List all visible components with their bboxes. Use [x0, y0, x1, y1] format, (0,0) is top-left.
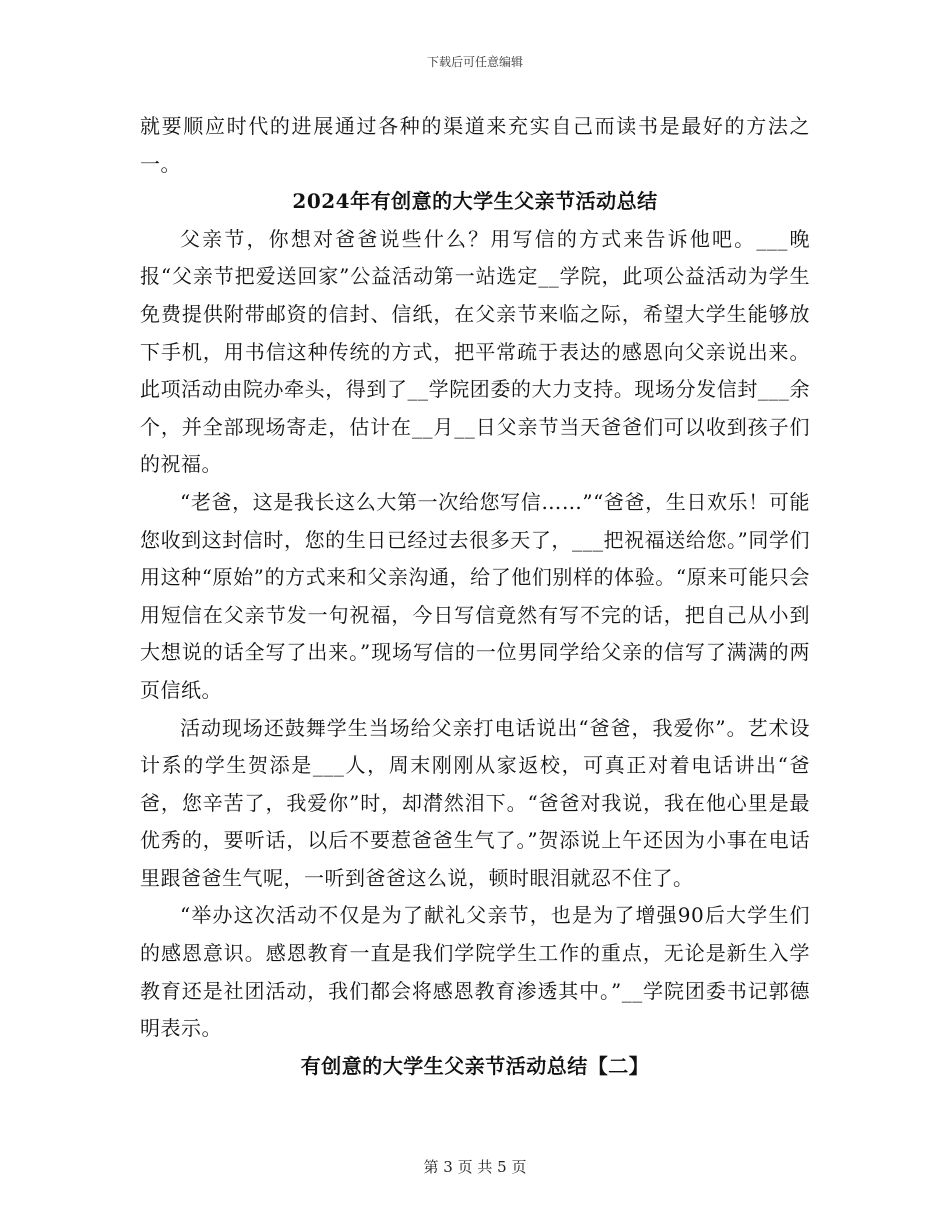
- paragraph-1: 父亲节，你想对爸爸说些什么？用写信的方式来告诉他吧。___晚报“父亲节把爱送回家”公益活动第一站选定__学院，此项公益活动为学生免费提供附带邮资的信封、信纸，在父亲节来临之际，希望大学生能够放下手机，用书信这种传统的方式，把平常疏于表达的感恩向父亲说出来。此项活动由院办牵头，得到了__学院团委的大力支持。现场分发信封___余个，并全部现场寄走，估计在__月__日父亲节当天爸爸们可以收到孩子们的祝福。: [140, 226, 810, 477]
- paragraph-3: 活动现场还鼓舞学生当场给父亲打电话说出“爸爸，我爱你”。艺术设计系的学生贺添是___人，周末刚刚从家返校，可真正对着电话讲出“爸爸，您辛苦了，我爱你”时，却潸然泪下。“爸爸对我说，我在他心里是最优秀的，要听话，以后不要惹爸爸生气了。”贺添说上午还因为小事在电话里跟爸爸生气呢，一听到爸爸这么说，顿时眼泪就忍不住了。: [140, 715, 810, 890]
- document-body: [140, 108, 810, 1085]
- section-title-2: 有创意的大学生父亲节活动总结【二】: [300, 1053, 650, 1078]
- continuation-paragraph: 就要顺应时代的进展通过各种的渠道来充实自己而读书是最好的方法之一。: [140, 114, 810, 176]
- section-title-1: 2024年有创意的大学生父亲节活动总结: [292, 189, 658, 214]
- paragraph-2: “老爸，这是我长这么大第一次给您写信……”“爸爸，生日欢乐！可能您收到这封信时，您的生日已经过去很多天了，___把祝福送给您。”同学们用这种“原始”的方式来和父亲沟通，给了他们别样的体验。“原来可能只会用短信在父亲节发一句祝福，今日写信竟然有写不完的话，把自己从小到大想说的话全写了出来。”现场写信的一位男同学给父亲的信写了满满的两页信纸。: [140, 489, 810, 702]
- page-header: 下载后可任意编辑: [426, 55, 523, 69]
- paragraph-4: “举办这次活动不仅是为了献礼父亲节，也是为了增强90后大学生们的感恩意识。感恩教育一直是我们学院学生工作的重点，无论是新生入学教育还是社团活动，我们都会将感恩教育渗透其中。”__学院团委书记郭德明表示。: [140, 903, 810, 1041]
- page-number-footer: 第 3 页 共 5 页: [423, 1158, 527, 1176]
